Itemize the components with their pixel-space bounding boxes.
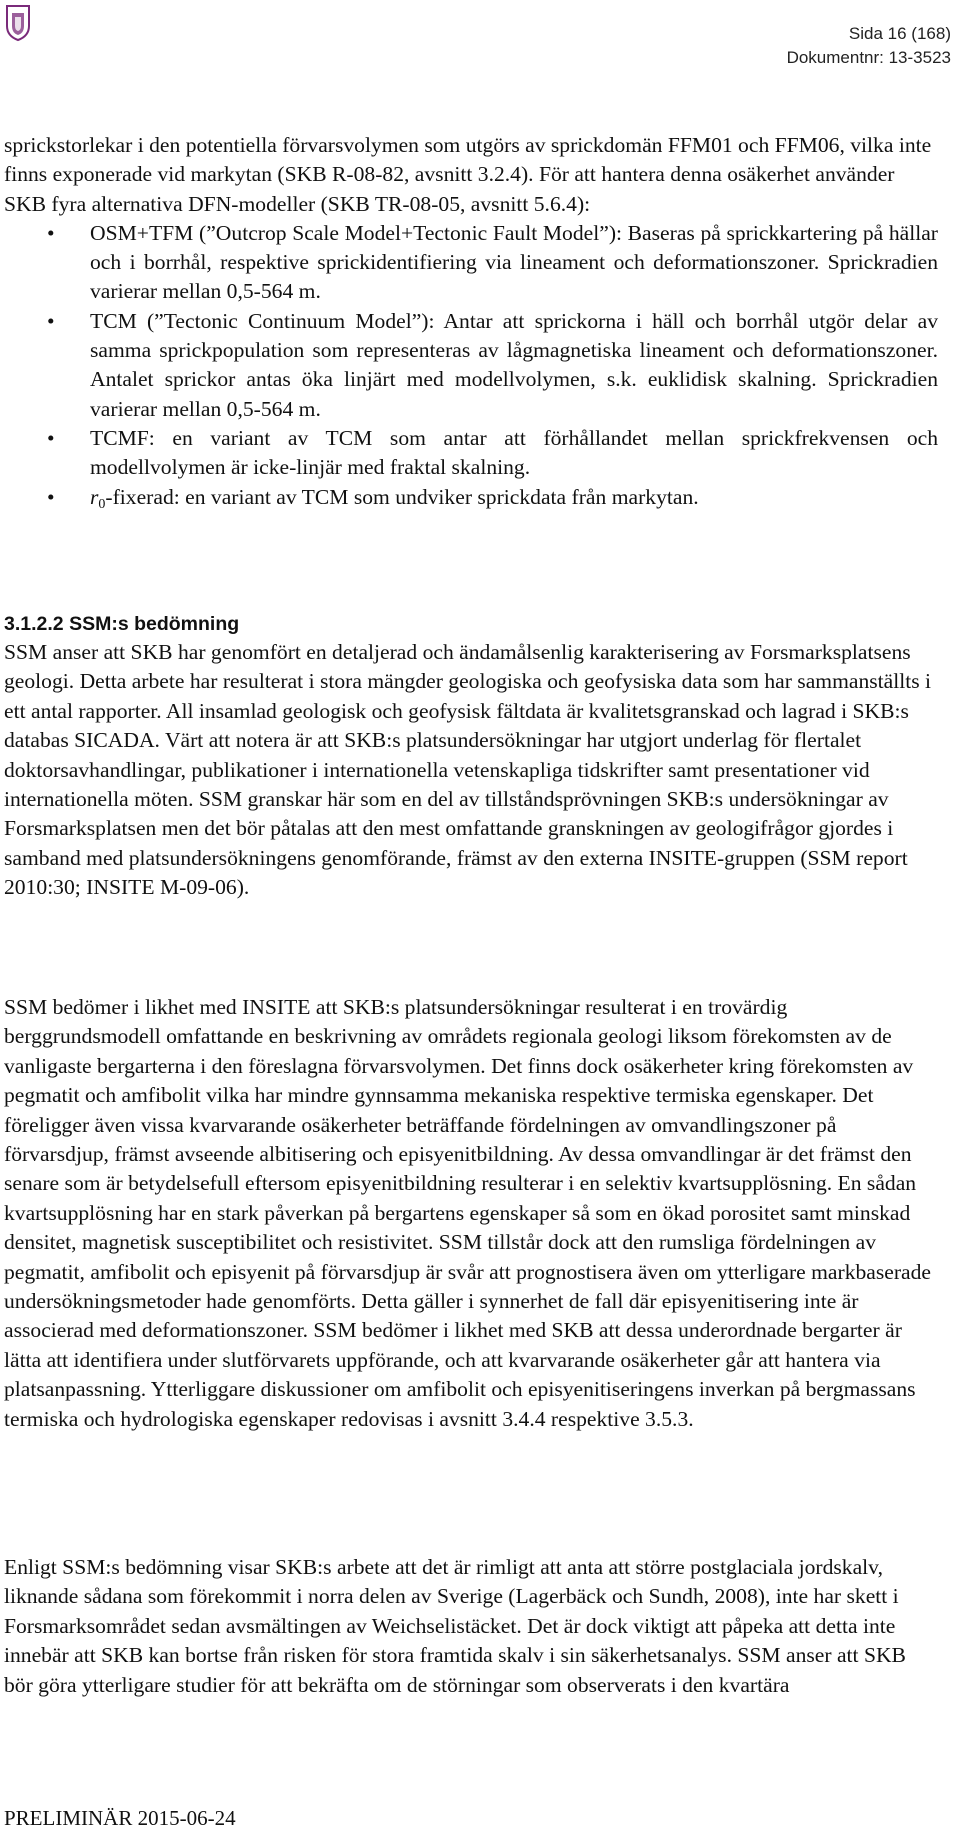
section-heading	[4, 610, 239, 639]
preliminary-footer: PRELIMINÄR 2015-06-24	[4, 1806, 236, 1830]
list-item-text: TCM (”Tectonic Continuum Model”): Antar att sprickorna i häll och borrhål utgör delar av samma sprickpopulation som representeras av lågmagnetiska lineament och deformationszoner. Antalet sprickor antas öka linjärt med modellvolymen, s.k. euklidisk skalning. Sprickradien varierar mellan 0,5-564 m.	[90, 308, 938, 421]
bullet-icon: •	[47, 484, 55, 509]
dfn-model-list	[4, 219, 938, 512]
radius-symbol: r	[90, 484, 99, 509]
section-number: 3.1.2.2	[4, 613, 64, 635]
document-number: Dokumentnr: 13-3523	[786, 48, 951, 67]
page-header	[787, 22, 951, 70]
assessment-paragraph-3: Enligt SSM:s bedömning visar SKB:s arbete att det är rimligt att anta att större postglaciala jordskalv, liknande sådana som förekommit i norra delen av Sverige (Lagerbäck och Sundh, 2008), inte har skett i Forsmarksområdet sedan avsmältingen av Weichselistäcket. Det är dock viktigt att påpeka att detta inte innebär att SKB kan bortse från risken för stora framtida skalv i sin säkerhetsanalys. SSM anser att SKB bör göra ytterligare studier för att bekräfta om de störningar som observerats i den kvartära	[4, 1555, 906, 1697]
list-item-text: OSM+TFM (”Outcrop Scale Model+Tectonic Fault Model”): Baseras på sprickkartering på hällar och i borrhål, respektive sprickidentifiering via lineament och deformationszoner. Sprickradien varierar mellan 0,5-564 m.	[90, 220, 938, 304]
bullet-icon: •	[47, 425, 55, 450]
list-item-text: TCMF: en variant av TCM som antar att förhållandet mellan sprickfrekvensen och modellvolymen är icke-linjär med fraktal skalning.	[90, 425, 938, 480]
list-item	[4, 483, 938, 512]
radius-subscript: 0	[98, 496, 106, 512]
bullet-icon: •	[47, 220, 55, 245]
list-item	[4, 307, 938, 424]
page-number: Sida 16 (168)	[848, 24, 951, 43]
assessment-paragraph-2: SSM bedömer i likhet med INSITE att SKB:s platsundersökningar resulterat i en trovärdig berggrundsmodell omfattande en beskrivning av områdets regionala geologi liksom förekomsten av de vanligaste bergarterna i den föreslagna förvarsvolymen. Det finns dock osäkerheter kring förekomsten av pegmatit och amfibolit vilka har mindre gynnsamma mekaniska respektive termiska egenskaper. Det föreligger även vissa kvarvarande osäkerheter beträffande fördelningen av omvandlingszoner på förvarsdjup, främst avseende albitisering och episyenitbildning. Av dessa omvandlingar är det främst den senare som är betydelsefull eftersom episyenitbildning resulterar i en selektiv kvartsupplösning. En sådan kvartsupplösning har en stark påverkan på bergartens egenskaper så som en ökad porositet samt minskad densitet, magnetisk susceptibilitet och resistivitet. SSM tillstår dock att den rumsliga fördelningen av pegmatit, amfibolit och episyenit på förvarsdjup är svår att prognostisera även om ytterligare markbaserade undersökningsmetoder hade genomförts. Detta gäller i synnerhet de fall där episyenitisering inte är associerad med deformationszoner. SSM bedömer i likhet med SKB att dessa underordnade bergarter är lätta att identifiera under slutförvarets uppförande, och att kvarvarande osäkerheter går att hantera via platsanpassning. Ytterliggare diskussioner om amfibolit och episyenitiseringens inverkan på bergmassans termiska och hydrologiska egenskaper redovisas i avsnitt 3.4.4 respektive 3.5.3.	[4, 995, 932, 1431]
intro-section	[4, 131, 938, 512]
organization-logo	[4, 4, 32, 42]
intro-paragraph: sprickstorlekar i den potentiella förvarsvolymen som utgörs av sprickdomän FFM01 och FFM06, vilka inte finns exponerade vid markytan (SKB R-08-82, avsnitt 3.2.4). För att hantera denna osäkerhet använder SKB fyra alternativa DFN-modeller (SKB TR-08-05, avsnitt 5.6.4):	[4, 133, 932, 216]
section-title: SSM:s bedömning	[69, 613, 240, 635]
list-item	[4, 424, 938, 483]
list-item	[4, 219, 938, 307]
assessment-paragraph-1: SSM anser att SKB har genomfört en detaljerad och ändamålsenlig karakterisering av Forsmarksplatsens geologi. Detta arbete har resulterat i stora mängder geologiska och geofysiska data som har sammanställts i ett antal rapporter. All insamlad geologisk och geofysisk fältdata är kvalitetsgranskad och lagrad i SKB:s databas SICADA. Värt att notera är att SKB:s platsundersökningar har utgjort underlag för flertalet doktorsavhandlingar, publikationer i internationella vetenskapliga tidskrifter samt presentationer vid internationella möten. SSM granskar här som en del av tillståndsprövningen SKB:s undersökningar av Forsmarksplatsen men det bör påtalas att den mest omfattande granskningen av geologifrågor gjordes i samband med platsundersökningens genomförande, främst av den externa INSITE-gruppen (SSM report 2010:30; INSITE M-09-06).	[4, 640, 932, 900]
list-item-text: -fixerad: en variant av TCM som undviker sprickdata från markytan.	[105, 484, 699, 509]
bullet-icon: •	[47, 308, 55, 333]
